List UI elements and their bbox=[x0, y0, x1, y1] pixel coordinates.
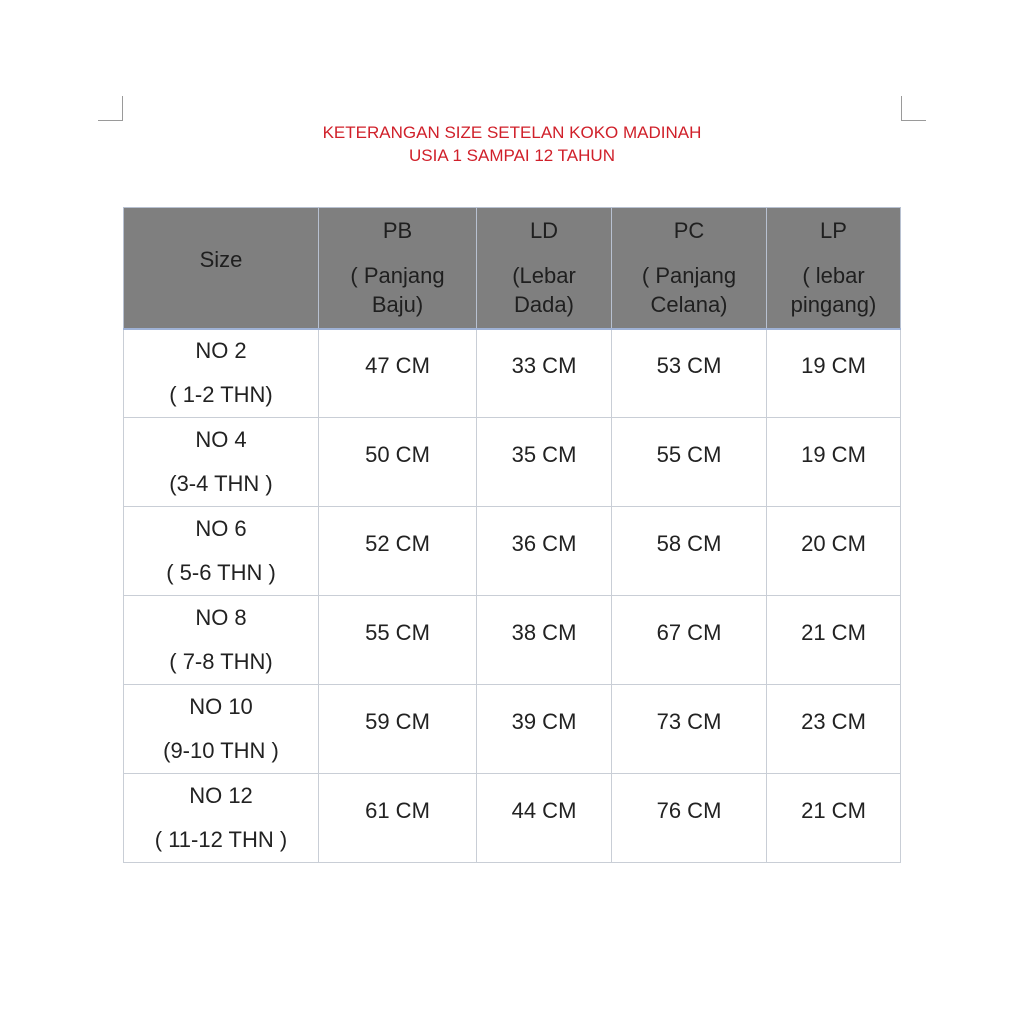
pc-value: 73 CM bbox=[656, 709, 722, 734]
size-age: ( 11-12 THN ) bbox=[154, 827, 288, 852]
ld-cell bbox=[477, 329, 612, 418]
size-age: (9-10 THN ) bbox=[163, 738, 279, 763]
size-number: NO 2 bbox=[195, 338, 247, 364]
pb-cell bbox=[319, 507, 477, 596]
ld-cell bbox=[477, 507, 612, 596]
ld-value: 33 CM bbox=[511, 353, 577, 379]
crop-mark-left bbox=[98, 96, 123, 121]
ld-cell bbox=[477, 596, 612, 685]
header-pb-code: PB bbox=[382, 217, 413, 243]
header-pc bbox=[612, 208, 767, 329]
pc-value: 76 CM bbox=[656, 798, 722, 823]
table-row bbox=[124, 507, 901, 596]
size-number: NO 10 bbox=[189, 694, 253, 719]
ld-cell bbox=[477, 774, 612, 863]
ld-value: 39 CM bbox=[511, 709, 577, 734]
pb-value: 59 CM bbox=[365, 709, 430, 734]
header-pc-code: PC bbox=[673, 217, 705, 243]
lp-cell bbox=[767, 685, 901, 774]
lp-cell bbox=[767, 774, 901, 863]
ld-value: 38 CM bbox=[511, 620, 577, 645]
lp-value: 19 CM bbox=[801, 353, 866, 379]
pc-cell bbox=[612, 507, 767, 596]
ld-value: 35 CM bbox=[511, 442, 577, 467]
header-ld-desc-2: Dada) bbox=[514, 291, 574, 317]
header-ld-desc-1: (Lebar bbox=[512, 262, 576, 288]
lp-value: 21 CM bbox=[801, 798, 866, 823]
pc-cell bbox=[612, 596, 767, 685]
pb-value: 50 CM bbox=[365, 442, 430, 467]
pb-cell bbox=[319, 774, 477, 863]
size-age: ( 1-2 THN) bbox=[169, 382, 273, 408]
size-age: ( 5-6 THN ) bbox=[166, 560, 276, 585]
header-lp-code: LP bbox=[820, 217, 847, 243]
lp-value: 23 CM bbox=[801, 709, 866, 734]
size-number: NO 4 bbox=[195, 427, 247, 452]
pc-cell bbox=[612, 418, 767, 507]
lp-value: 21 CM bbox=[801, 620, 866, 645]
header-ld-code: LD bbox=[529, 217, 559, 243]
pb-value: 47 CM bbox=[365, 353, 430, 379]
header-pb bbox=[319, 208, 477, 329]
lp-cell bbox=[767, 418, 901, 507]
pc-cell bbox=[612, 774, 767, 863]
table-header-row bbox=[124, 208, 901, 329]
pb-value: 61 CM bbox=[365, 798, 430, 823]
header-lp-desc-2: pingang) bbox=[790, 291, 877, 317]
header-pb-desc-1: ( Panjang bbox=[350, 262, 445, 288]
header-lp bbox=[767, 208, 901, 329]
header-size bbox=[124, 208, 319, 329]
pb-cell bbox=[319, 685, 477, 774]
crop-mark-right bbox=[901, 96, 926, 121]
lp-cell bbox=[767, 507, 901, 596]
ld-cell bbox=[477, 685, 612, 774]
size-age: (3-4 THN ) bbox=[169, 471, 273, 496]
header-pb-desc-2: Baju) bbox=[371, 291, 424, 317]
title-line-1: KETERANGAN SIZE SETELAN KOKO MADINAH bbox=[322, 123, 702, 142]
pc-cell bbox=[612, 685, 767, 774]
lp-cell bbox=[767, 596, 901, 685]
pc-cell bbox=[612, 329, 767, 418]
size-cell bbox=[124, 507, 319, 596]
size-cell bbox=[124, 418, 319, 507]
size-number: NO 8 bbox=[195, 605, 247, 630]
pc-value: 67 CM bbox=[656, 620, 722, 645]
size-cell bbox=[124, 596, 319, 685]
pb-cell bbox=[319, 596, 477, 685]
header-ld bbox=[477, 208, 612, 329]
lp-value: 19 CM bbox=[801, 442, 866, 467]
pc-value: 55 CM bbox=[656, 442, 722, 467]
header-size-label: Size bbox=[199, 246, 243, 272]
header-pc-desc-2: Celana) bbox=[650, 291, 728, 317]
size-cell bbox=[124, 774, 319, 863]
lp-cell bbox=[767, 329, 901, 418]
size-cell bbox=[124, 685, 319, 774]
table-row bbox=[124, 418, 901, 507]
table-row bbox=[124, 685, 901, 774]
pc-value: 53 CM bbox=[656, 353, 722, 379]
pb-cell bbox=[319, 418, 477, 507]
ld-value: 44 CM bbox=[511, 798, 577, 823]
header-lp-desc-1: ( lebar bbox=[802, 262, 865, 288]
ld-value: 36 CM bbox=[511, 531, 577, 556]
pb-value: 55 CM bbox=[365, 620, 430, 645]
size-number: NO 6 bbox=[195, 516, 247, 541]
table-row bbox=[124, 329, 901, 418]
page-title bbox=[0, 121, 1024, 167]
pc-value: 58 CM bbox=[656, 531, 722, 556]
title-line-2: USIA 1 SAMPAI 12 TAHUN bbox=[409, 146, 615, 165]
size-age: ( 7-8 THN) bbox=[169, 649, 273, 674]
size-cell bbox=[124, 329, 319, 418]
pb-value: 52 CM bbox=[365, 531, 430, 556]
header-pc-desc-1: ( Panjang bbox=[641, 262, 737, 288]
size-number: NO 12 bbox=[189, 783, 253, 808]
table-row bbox=[124, 774, 901, 863]
table-row bbox=[124, 596, 901, 685]
size-chart-table bbox=[123, 207, 901, 863]
pb-cell bbox=[319, 329, 477, 418]
ld-cell bbox=[477, 418, 612, 507]
lp-value: 20 CM bbox=[801, 531, 866, 556]
